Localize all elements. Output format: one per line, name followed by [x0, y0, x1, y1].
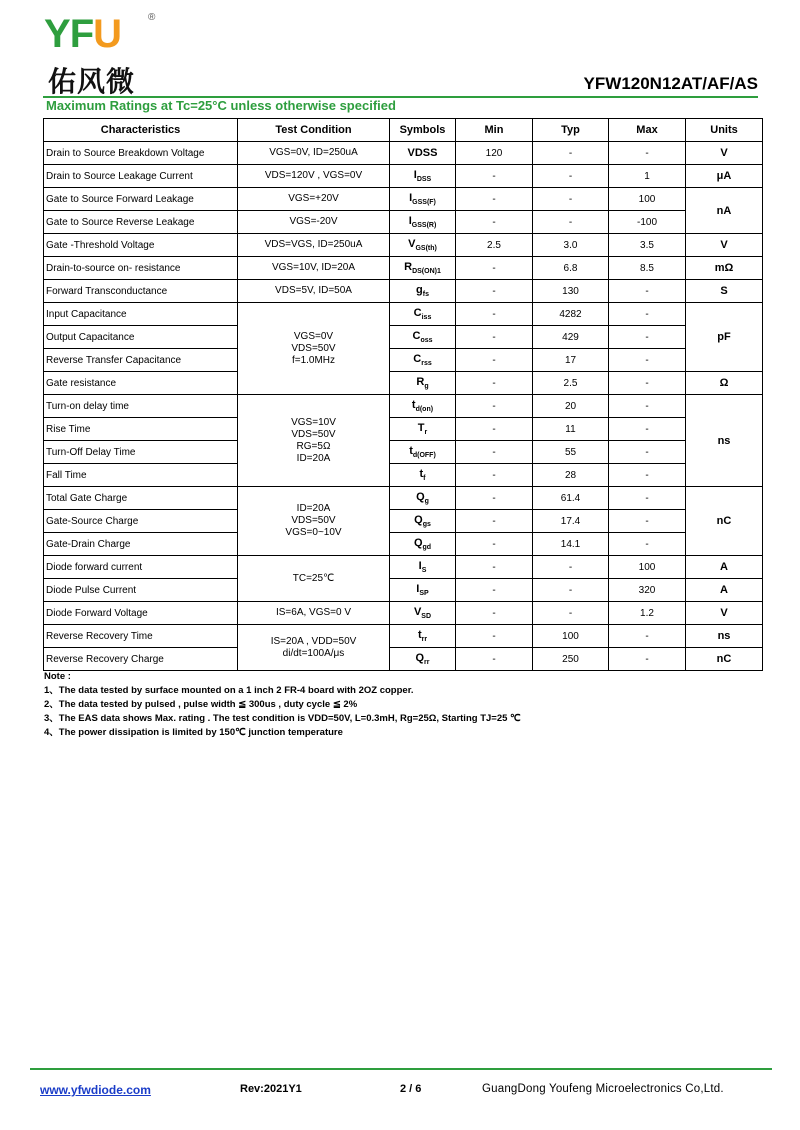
table-row	[44, 372, 763, 395]
symbol-cell: $V_{GS(th)}$	[390, 234, 456, 257]
logo-chinese-name: 佑风微	[48, 65, 136, 98]
unit-cell: nC	[686, 487, 763, 556]
test-condition-cell: ID=20A VDS=50V VGS=0~10V	[238, 487, 390, 556]
table-row	[44, 464, 763, 487]
characteristic-cell: Turn-Off Delay Time	[44, 441, 238, 464]
note-item: 4、The power dissipation is limited by 150℃ junction temperature	[44, 727, 343, 738]
test-condition-cell: VGS=10V VDS=50V RG=5Ω ID=20A	[238, 395, 390, 487]
test-condition-cell: VGS=10V, ID=20A	[238, 257, 390, 280]
logo-letter-f: F	[69, 12, 94, 56]
min-cell: -	[456, 326, 533, 349]
registered-mark: ®	[148, 12, 156, 23]
typ-cell: 130	[533, 280, 609, 303]
min-cell: -	[456, 395, 533, 418]
symbol-cell: $I_S$	[390, 556, 456, 579]
symbol-cell: $I_{GSS(F)}$	[390, 188, 456, 211]
characteristic-cell: Gate to Source Reverse Leakage	[44, 211, 238, 234]
symbol-cell: $I_{DSS}$	[390, 165, 456, 188]
logo-letter-u: U	[93, 12, 122, 56]
table-row	[44, 418, 763, 441]
max-cell: -	[609, 142, 686, 165]
min-cell: -	[456, 441, 533, 464]
max-cell: 100	[609, 188, 686, 211]
table-row	[44, 441, 763, 464]
characteristic-cell: Drain to Source Leakage Current	[44, 165, 238, 188]
typ-cell: 11	[533, 418, 609, 441]
unit-cell: ns	[686, 395, 763, 487]
header-typ: Typ	[533, 119, 609, 142]
max-cell: 8.5	[609, 257, 686, 280]
symbol-cell: $I_{GSS(R)}$	[390, 211, 456, 234]
symbol-cell: $C_{rss}$	[390, 349, 456, 372]
symbol-cell: $g_{fs}$	[390, 280, 456, 303]
note-item: 1、The data tested by surface mounted on a 1 inch 2 FR-4 board with 2OZ copper.	[44, 685, 414, 696]
company-name: GuangDong Youfeng Microelectronics Co,Ltd.	[482, 1083, 724, 1095]
table-body	[44, 142, 763, 671]
characteristic-cell: Drain-to-source on- resistance	[44, 257, 238, 280]
notes	[44, 670, 521, 740]
characteristic-cell: Drain to Source Breakdown Voltage	[44, 142, 238, 165]
header-test-condition: Test Condition	[238, 119, 390, 142]
test-condition-cell: VDS=VGS, ID=250uA	[238, 234, 390, 257]
max-cell: 1	[609, 165, 686, 188]
characteristic-cell: Total Gate Charge	[44, 487, 238, 510]
characteristic-cell: Diode forward current	[44, 556, 238, 579]
characteristic-cell: Gate-Drain Charge	[44, 533, 238, 556]
test-condition-cell: VGS=0V, ID=250uA	[238, 142, 390, 165]
characteristic-cell: Reverse Recovery Time	[44, 625, 238, 648]
typ-cell: 28	[533, 464, 609, 487]
max-cell: 1.2	[609, 602, 686, 625]
revision-label: Rev:2021Y1	[240, 1083, 302, 1095]
table-row	[44, 602, 763, 625]
symbol-cell: $t_{d(OFF)}$	[390, 441, 456, 464]
max-cell: -	[609, 487, 686, 510]
unit-cell: V	[686, 234, 763, 257]
unit-cell: A	[686, 556, 763, 579]
unit-cell: A	[686, 579, 763, 602]
symbol-cell: $t_f$	[390, 464, 456, 487]
typ-cell: -	[533, 188, 609, 211]
test-condition-cell: TC=25℃	[238, 556, 390, 602]
typ-cell: 100	[533, 625, 609, 648]
characteristic-cell: Gate to Source Forward Leakage	[44, 188, 238, 211]
symbol-cell: $R_{DS(ON)1}$	[390, 257, 456, 280]
unit-cell: nA	[686, 188, 763, 234]
table-row	[44, 165, 763, 188]
max-cell: -	[609, 441, 686, 464]
table-row	[44, 234, 763, 257]
table-row	[44, 579, 763, 602]
symbol-cell: $R_g$	[390, 372, 456, 395]
test-condition-cell: IS=6A, VGS=0 V	[238, 602, 390, 625]
typ-cell: 4282	[533, 303, 609, 326]
max-cell: -	[609, 464, 686, 487]
unit-cell: V	[686, 602, 763, 625]
company-logo	[44, 12, 156, 98]
characteristic-cell: Turn-on delay time	[44, 395, 238, 418]
table-row	[44, 648, 763, 671]
section-title: Maximum Ratings at Tc=25°C unless otherwise specified	[46, 98, 396, 113]
characteristic-cell: Gate resistance	[44, 372, 238, 395]
min-cell: -	[456, 188, 533, 211]
unit-cell: ns	[686, 625, 763, 648]
max-cell: -	[609, 648, 686, 671]
min-cell: -	[456, 579, 533, 602]
min-cell: 120	[456, 142, 533, 165]
min-cell: -	[456, 533, 533, 556]
max-cell: -	[609, 418, 686, 441]
unit-cell: V	[686, 142, 763, 165]
notes-title: Note :	[44, 671, 71, 682]
table-row	[44, 211, 763, 234]
typ-cell: 2.5	[533, 372, 609, 395]
max-cell: -	[609, 395, 686, 418]
logo-letter-y: Y	[44, 12, 70, 56]
table-row	[44, 142, 763, 165]
table-row	[44, 257, 763, 280]
min-cell: -	[456, 418, 533, 441]
min-cell: -	[456, 257, 533, 280]
symbol-cell: $Q_{rr}$	[390, 648, 456, 671]
max-cell: -100	[609, 211, 686, 234]
max-cell: -	[609, 510, 686, 533]
table-row	[44, 533, 763, 556]
table-row	[44, 326, 763, 349]
max-cell: 3.5	[609, 234, 686, 257]
min-cell: 2.5	[456, 234, 533, 257]
unit-cell: pF	[686, 303, 763, 372]
symbol-cell: $Q_g$	[390, 487, 456, 510]
table-row	[44, 510, 763, 533]
min-cell: -	[456, 556, 533, 579]
typ-cell: -	[533, 165, 609, 188]
typ-cell: 250	[533, 648, 609, 671]
test-condition-cell: VDS=120V , VGS=0V	[238, 165, 390, 188]
table-row	[44, 280, 763, 303]
characteristic-cell: Reverse Recovery Charge	[44, 648, 238, 671]
header-characteristics: Characteristics	[44, 119, 238, 142]
table-row	[44, 349, 763, 372]
characteristic-cell: Gate -Threshold Voltage	[44, 234, 238, 257]
symbol-cell: $T_r$	[390, 418, 456, 441]
symbol-cell: $V_{SD}$	[390, 602, 456, 625]
min-cell: -	[456, 303, 533, 326]
table-row	[44, 395, 763, 418]
typ-cell: -	[533, 579, 609, 602]
symbol-cell: $t_{rr}$	[390, 625, 456, 648]
typ-cell: 14.1	[533, 533, 609, 556]
typ-cell: 17	[533, 349, 609, 372]
symbol-cell: $Q_{gs}$	[390, 510, 456, 533]
table-row	[44, 303, 763, 326]
note-item: 2、The data tested by pulsed , pulse width ≦ 300us , duty cycle ≦ 2%	[44, 699, 358, 710]
min-cell: -	[456, 602, 533, 625]
typ-cell: -	[533, 211, 609, 234]
min-cell: -	[456, 625, 533, 648]
max-cell: 100	[609, 556, 686, 579]
header-max: Max	[609, 119, 686, 142]
min-cell: -	[456, 510, 533, 533]
typ-cell: -	[533, 142, 609, 165]
test-condition-cell: VGS=-20V	[238, 211, 390, 234]
unit-cell: S	[686, 280, 763, 303]
characteristic-cell: Reverse Transfer Capacitance	[44, 349, 238, 372]
max-cell: -	[609, 280, 686, 303]
min-cell: -	[456, 464, 533, 487]
symbol-cell: VDSS	[390, 142, 456, 165]
typ-cell: 20	[533, 395, 609, 418]
symbol-cell: $C_{iss}$	[390, 303, 456, 326]
characteristic-cell: Fall Time	[44, 464, 238, 487]
characteristic-cell: Diode Forward Voltage	[44, 602, 238, 625]
test-condition-cell: VDS=5V, ID=50A	[238, 280, 390, 303]
min-cell: -	[456, 349, 533, 372]
typ-cell: -	[533, 602, 609, 625]
typ-cell: 6.8	[533, 257, 609, 280]
website-link[interactable]: www.yfwdiode.com	[40, 1083, 151, 1097]
symbol-cell: $I_{SP}$	[390, 579, 456, 602]
characteristic-cell: Diode Pulse Current	[44, 579, 238, 602]
footer-divider	[30, 1068, 772, 1070]
typ-cell: 55	[533, 441, 609, 464]
header-units: Units	[686, 119, 763, 142]
test-condition-cell: VGS=0V VDS=50V f=1.0MHz	[238, 303, 390, 395]
unit-cell: Ω	[686, 372, 763, 395]
part-number: YFW120N12AT/AF/AS	[583, 74, 758, 93]
min-cell: -	[456, 487, 533, 510]
ratings-table	[43, 118, 763, 671]
table-row	[44, 625, 763, 648]
typ-cell: 17.4	[533, 510, 609, 533]
page-number: 2 / 6	[400, 1083, 422, 1095]
header-symbols: Symbols	[390, 119, 456, 142]
unit-cell: nC	[686, 648, 763, 671]
min-cell: -	[456, 211, 533, 234]
typ-cell: 61.4	[533, 487, 609, 510]
table-header-row	[44, 119, 763, 142]
max-cell: -	[609, 303, 686, 326]
table-row	[44, 556, 763, 579]
typ-cell: 429	[533, 326, 609, 349]
symbol-cell: $Q_{gd}$	[390, 533, 456, 556]
max-cell: -	[609, 349, 686, 372]
logo-letters	[44, 14, 121, 54]
typ-cell: -	[533, 556, 609, 579]
test-condition-cell: VGS=+20V	[238, 188, 390, 211]
characteristic-cell: Input Capacitance	[44, 303, 238, 326]
characteristic-cell: Rise Time	[44, 418, 238, 441]
max-cell: -	[609, 372, 686, 395]
table-row	[44, 188, 763, 211]
min-cell: -	[456, 372, 533, 395]
header-min: Min	[456, 119, 533, 142]
characteristic-cell: Gate-Source Charge	[44, 510, 238, 533]
typ-cell: 3.0	[533, 234, 609, 257]
min-cell: -	[456, 165, 533, 188]
min-cell: -	[456, 280, 533, 303]
symbol-cell: $t_{d(on)}$	[390, 395, 456, 418]
max-cell: -	[609, 625, 686, 648]
min-cell: -	[456, 648, 533, 671]
max-cell: 320	[609, 579, 686, 602]
max-cell: -	[609, 326, 686, 349]
symbol-cell: $C_{oss}$	[390, 326, 456, 349]
test-condition-cell: IS=20A , VDD=50V di/dt=100A/μs	[238, 625, 390, 671]
note-item: 3、The EAS data shows Max. rating . The test condition is VDD=50V, L=0.3mH, Rg=25Ω, Starting TJ=25 ℃	[44, 713, 521, 724]
unit-cell: μA	[686, 165, 763, 188]
characteristic-cell: Forward Transconductance	[44, 280, 238, 303]
characteristic-cell: Output Capacitance	[44, 326, 238, 349]
table-row	[44, 487, 763, 510]
max-cell: -	[609, 533, 686, 556]
unit-cell: mΩ	[686, 257, 763, 280]
